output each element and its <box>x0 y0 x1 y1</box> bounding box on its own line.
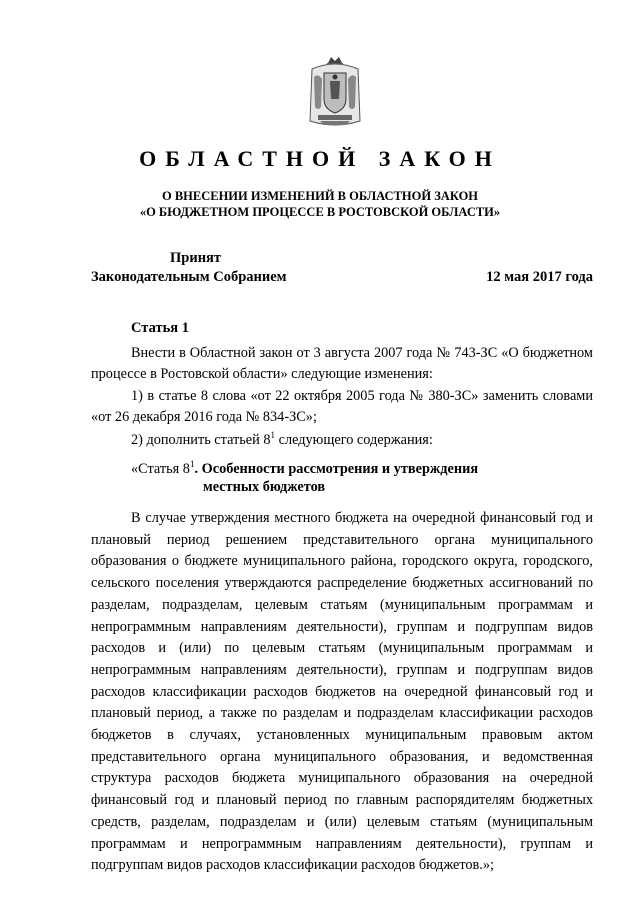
document-subtitle-line1: О ВНЕСЕНИИ ИЗМЕНЕНИЙ В ОБЛАСТНОЙ ЗАКОН <box>161 189 479 203</box>
amendment-item-2 <box>91 430 593 451</box>
item2-text: 2) дополнить статьей 8 <box>131 432 271 448</box>
document-subtitle-line2: «О БЮДЖЕТНОМ ПРОЦЕССЕ В РОСТОВСКОЙ ОБЛАСТИ» <box>139 205 501 219</box>
article-intro-paragraph: Внести в Областной закон от 3 августа 2007 года № 743-ЗС «О бюджетном процессе в Ростовской области» следующие изменения: <box>91 345 593 382</box>
coat-of-arms-icon <box>306 55 364 129</box>
accepted-label: Принят <box>170 250 222 266</box>
item2-superscript: 1 <box>270 430 276 440</box>
new-article-superscript: 1 <box>189 459 195 469</box>
new-article-title-line1: . Особенности рассмотрения и утверждения <box>194 461 479 477</box>
adoption-date: 12 мая 2017 года <box>486 269 593 285</box>
document-title: ОБЛАСТНОЙ ЗАКОН <box>139 146 501 171</box>
new-article-title-line2: местных бюджетов <box>203 479 326 495</box>
new-article-heading <box>131 460 478 478</box>
article-heading: Статья 1 <box>131 320 189 336</box>
accepted-by: Законодательным Собранием <box>91 269 287 285</box>
amendment-item-1: 1) в статье 8 слова «от 22 октября 2005 года № 380-ЗС» заменить словами «от 26 декабря 2016 года № 834-ЗС»; <box>91 388 593 425</box>
new-article-prefix: «Статья 8 <box>131 461 190 477</box>
new-article-body: В случае утверждения местного бюджета на очередной финансовый год и плановый период решением представительного органа муниципального образования о бюджете муниципального района, городского округа, городского, сельского поселения утверждаются распределение бюджетных ассигнований по разделам, подразделам, целевым статьям (муниципальным программам и непрограммным направлениям деятельности), группам и подгруппам видов расходов и (или) по целевым статьям (муниципальным программам и непрограммным направлениям деятельности), группам и подгруппам видов расходов классификации расходов бюджетов на очередной финансовый год и плановый период, а также по разделам и подразделам классификации расходов бюджетов в случаях, установленных муниципальным правовым актом представительного органа муниципального образования, и ведомственная структура расходов бюджета муниципального образования на очередной финансовый год и плановый период по главным распорядителям бюджетных средств, разделам, подразделам и (или) целевым статьям (муниципальным программам и непрограммным направлениям деятельности), группам и подгруппам видов расходов классификации расходов бюджетов.»; <box>91 510 593 874</box>
item2-text-end: следующего содержания: <box>275 432 433 448</box>
